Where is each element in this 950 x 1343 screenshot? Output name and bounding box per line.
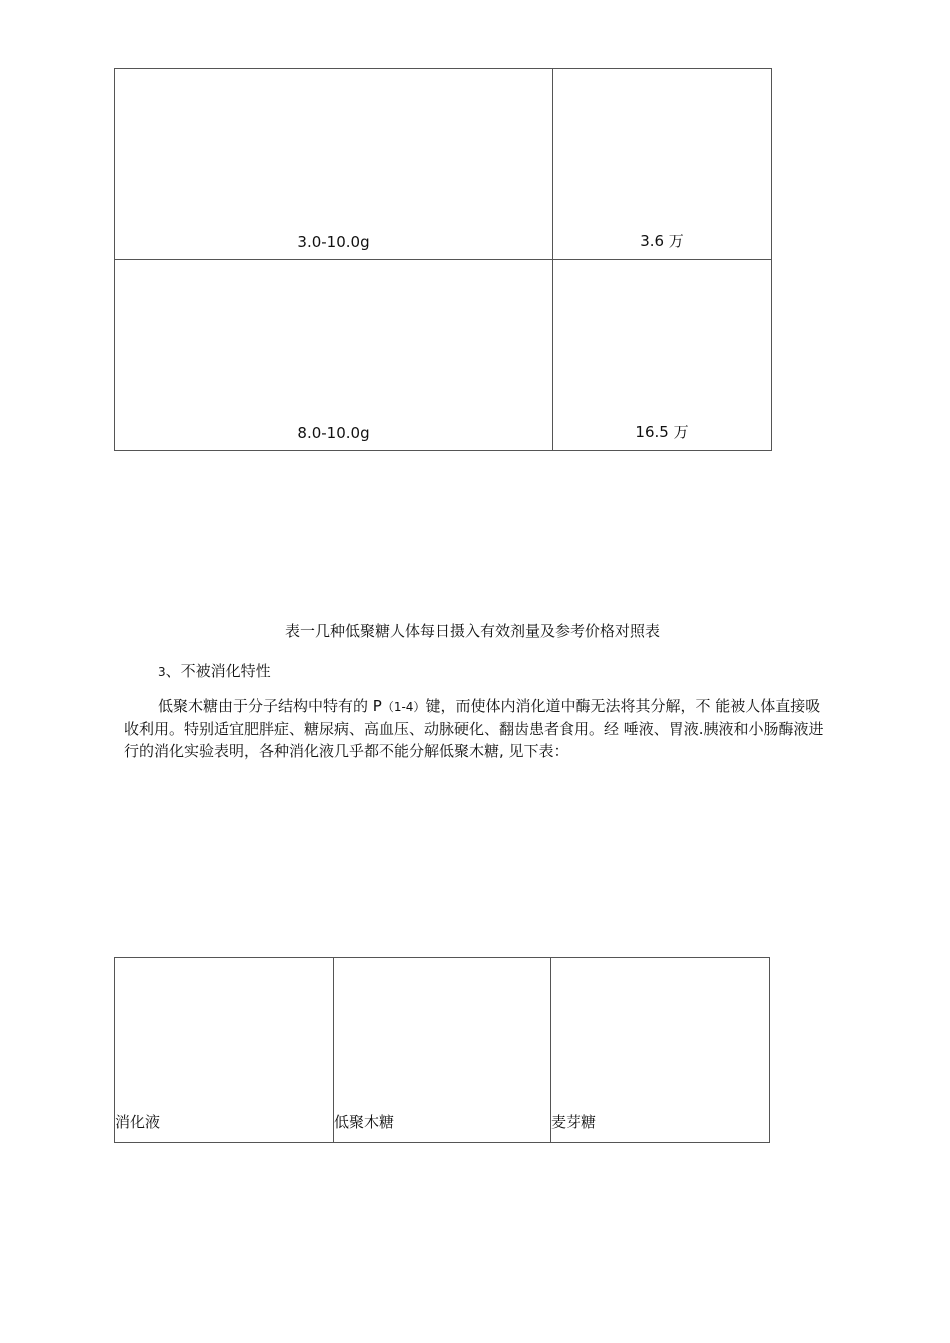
header-cell: 低聚木糖	[334, 958, 551, 1143]
table-row	[115, 260, 772, 451]
dose-cell: 3.0-10.0g	[115, 69, 553, 260]
beta-symbol: Р	[372, 697, 382, 715]
price-cell: 3.6 万	[553, 69, 772, 260]
header-cell: 麦芽糖	[551, 958, 770, 1143]
header-cell: 消化液	[115, 958, 334, 1143]
digestion-table	[114, 957, 770, 1143]
table-row	[115, 958, 770, 1143]
section-heading	[158, 660, 271, 681]
section-number: 3	[158, 665, 166, 679]
paragraph-text-2: 键，而使体内消化道中酶无法将其分解，不 能被人体直接吸收利用。特别适宜肥胖症、糖尿病、高血压、动脉硬化、翻齿患者食用。经 唾液、胃液.胰液和小肠酶液进行的消化实验表明，各种消化液几乎都不能分解低聚木糖, 见下表：	[124, 697, 824, 760]
paragraph-text-1: 低聚木糖由于分子结构中特有的	[158, 697, 373, 715]
table-caption: 表一几种低聚糖人体每日摄入有效剂量及参考价格对照表	[284, 622, 660, 640]
bond-notation: （1-4）	[381, 700, 426, 714]
price-table	[114, 68, 772, 451]
dose-cell: 8.0-10.0g	[115, 260, 553, 451]
table-row	[115, 69, 772, 260]
body-paragraph	[124, 695, 830, 762]
price-cell: 16.5 万	[553, 260, 772, 451]
section-title: 、不被消化特性	[165, 662, 271, 680]
